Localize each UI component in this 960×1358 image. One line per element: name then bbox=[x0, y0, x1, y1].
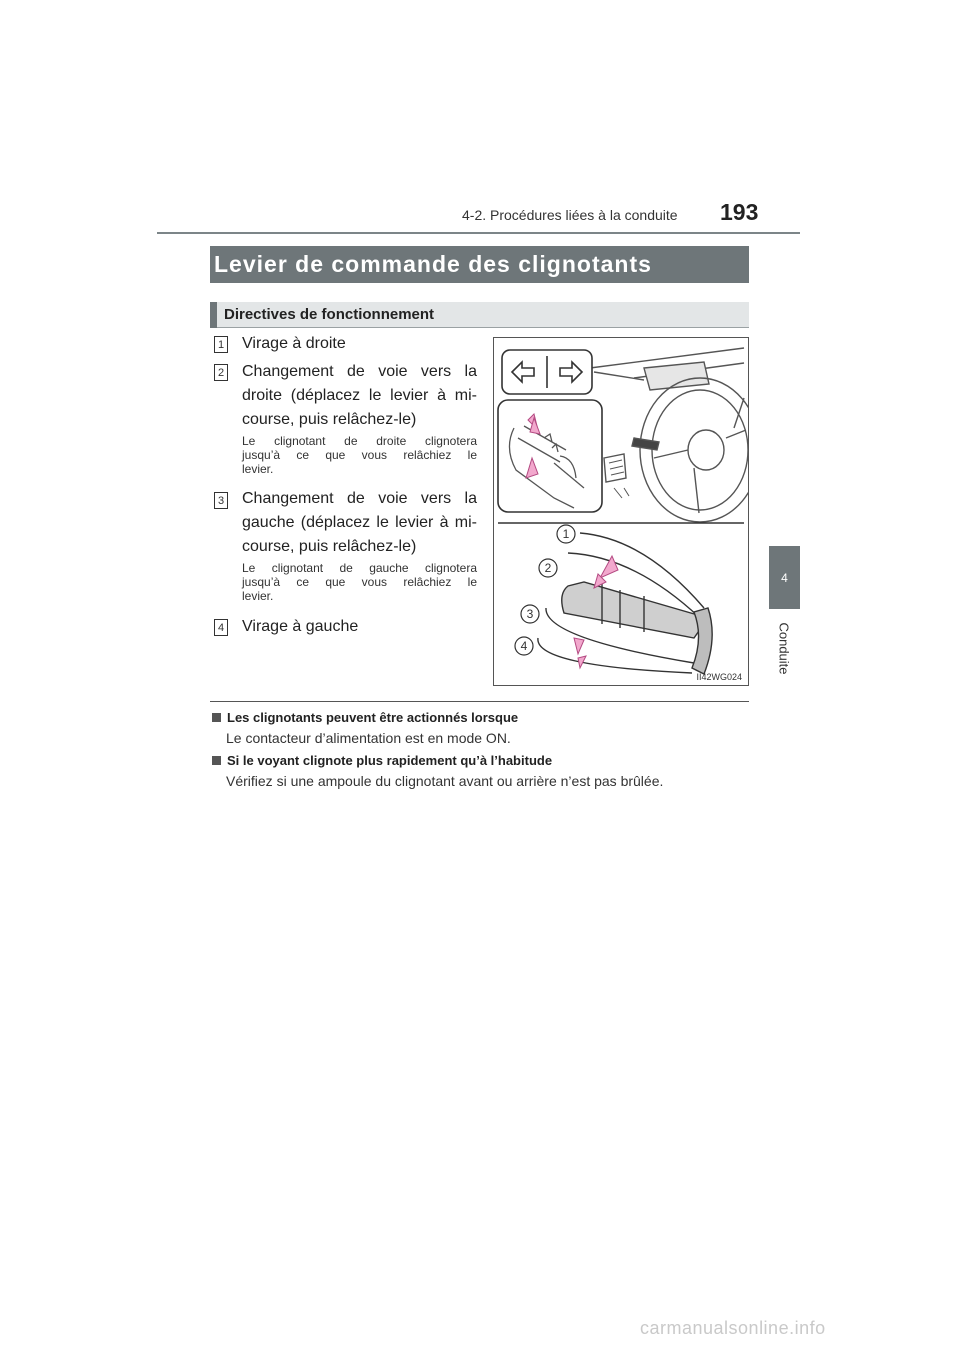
header-section-title: 4-2. Procédures liées à la conduite bbox=[462, 207, 678, 223]
note-heading bbox=[212, 753, 663, 768]
chapter-number: 4 bbox=[781, 570, 788, 585]
page-number: 193 bbox=[720, 199, 759, 225]
item-text bbox=[242, 332, 477, 356]
note-heading-text: Les clignotants peuvent être actionnés lorsque bbox=[227, 710, 519, 725]
callout-4: 4 bbox=[520, 639, 528, 653]
item-line: Virage à droite bbox=[242, 335, 346, 352]
subsection-title: Directives de fonctionnement bbox=[224, 306, 435, 323]
turn-signal-lever-illustration bbox=[493, 337, 749, 686]
subsection-accent bbox=[210, 302, 217, 328]
item-line: Changement de voie vers la bbox=[242, 363, 477, 380]
item-number-badge: 3 bbox=[214, 492, 228, 509]
note-line: Le clignotant de gauche clignotera bbox=[242, 561, 477, 575]
note-line: levier. bbox=[242, 589, 274, 603]
item-note bbox=[242, 561, 477, 603]
note-line: levier. bbox=[242, 462, 274, 476]
item-line: Virage à gauche bbox=[242, 618, 359, 635]
chapter-label bbox=[764, 616, 804, 680]
square-bullet-icon bbox=[212, 756, 221, 765]
illustration-svg bbox=[494, 338, 748, 685]
note-line: jusqu’à ce que vous relâchiez le bbox=[242, 575, 477, 589]
note-heading-text: Si le voyant clignote plus rapidement qu’à l’habitude bbox=[227, 753, 553, 768]
item-note bbox=[242, 434, 477, 476]
item-line: course, puis relâchez-le) bbox=[242, 411, 417, 428]
item-line: course, puis relâchez-le) bbox=[242, 538, 417, 555]
note-line: Le clignotant de droite clignotera bbox=[242, 434, 477, 448]
figure-code: II42WG024 bbox=[696, 672, 742, 682]
notes-rule bbox=[210, 701, 749, 702]
callout-1: 1 bbox=[562, 527, 570, 541]
watermark: carmanualsonline.info bbox=[640, 1318, 826, 1338]
note-body: Le contacteur d’alimentation est en mode ON. bbox=[226, 730, 511, 746]
note-line: jusqu’à ce que vous relâchiez le bbox=[242, 448, 477, 462]
item-number-badge: 2 bbox=[214, 364, 228, 381]
item-text bbox=[242, 487, 477, 559]
note-block bbox=[212, 710, 518, 746]
item-line: droite (déplacez le levier à mi- bbox=[242, 387, 477, 404]
header-rule bbox=[157, 232, 800, 234]
section-title: Levier de commande des clignotants bbox=[210, 246, 749, 283]
item-number-badge: 1 bbox=[214, 336, 228, 353]
subsection-bar bbox=[210, 302, 749, 328]
note-body: Vérifiez si une ampoule du clignotant avant ou arrière n’est pas brûlée. bbox=[226, 773, 664, 789]
note-block bbox=[212, 753, 663, 789]
item-text bbox=[242, 615, 477, 639]
callout-2: 2 bbox=[544, 561, 552, 575]
item-number-badge: 4 bbox=[214, 619, 228, 636]
square-bullet-icon bbox=[212, 713, 221, 722]
item-text bbox=[242, 360, 477, 432]
chapter-tab[interactable] bbox=[769, 546, 800, 609]
item-line: Changement de voie vers la bbox=[242, 490, 477, 507]
callout-3: 3 bbox=[526, 607, 534, 621]
note-heading bbox=[212, 710, 518, 725]
chapter-label-text: Conduite bbox=[776, 621, 792, 675]
item-line: gauche (déplacez le levier à mi- bbox=[242, 514, 477, 531]
